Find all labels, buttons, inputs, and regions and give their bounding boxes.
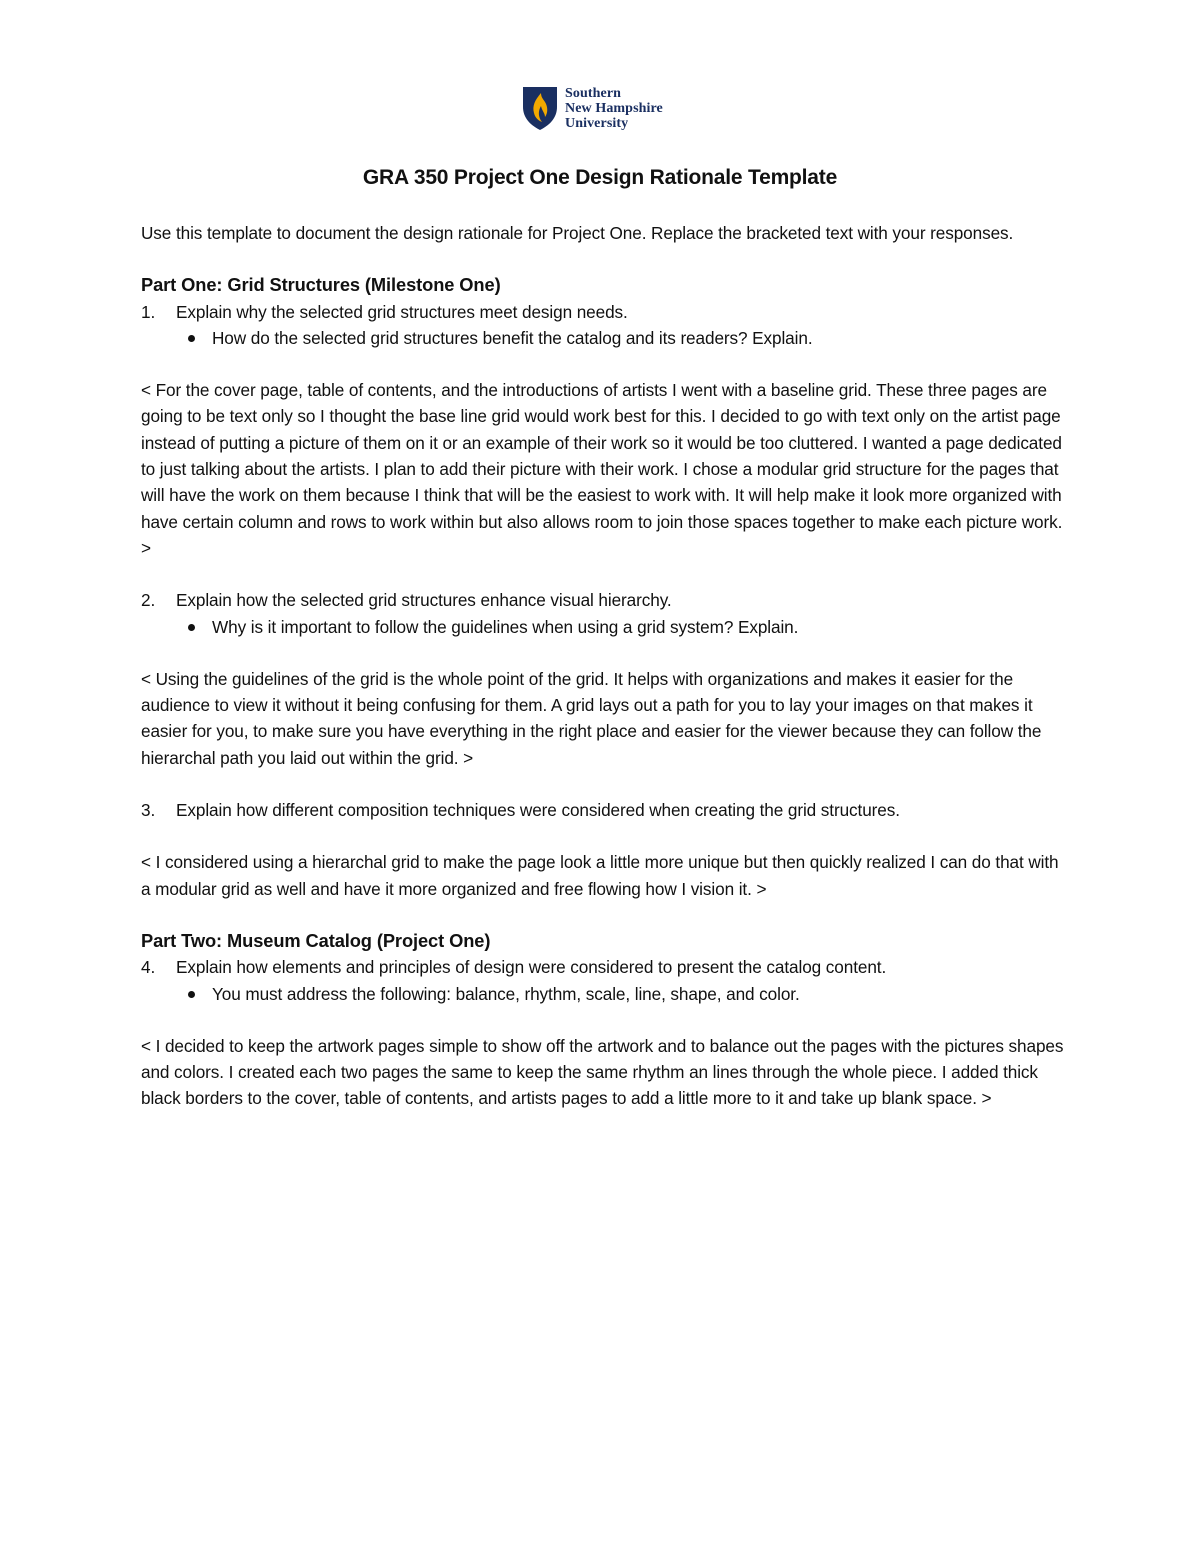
logo-line-2: New Hampshire: [565, 100, 663, 116]
answer-4: < I decided to keep the artwork pages simple to show off the artwork and to balance out the pages with the pictures shapes and colors. I created each two pages the same to keep the same rhythm an lines through the whole piece. I added thick black borders to the cover, table of contents, and artists pages to add a little more to it and take up blank space. >: [141, 1035, 1064, 1109]
question-3-number: 3.: [141, 800, 156, 821]
question-1-number: 1.: [141, 301, 156, 322]
answer-2: < Using the guidelines of the grid is the whole point of the grid. It helps with organizations and makes it easier for the audience to view it without it being confusing for them. A grid lays out a path for you to lay your images on that makes it easier for you, to make sure you have everything in the right place and easier for the viewer because they can follow the hierarchal path you laid out within the grid. >: [141, 668, 1042, 768]
question-2-bullet: [141, 614, 1066, 640]
part-one-heading: Part One: Grid Structures (Milestone One): [141, 274, 501, 296]
intro-paragraph: Use this template to document the design rationale for Project One. Replace the bracketed text with your responses.: [141, 223, 1014, 243]
logo-line-3: University: [565, 115, 629, 131]
question-4-bullet-text: You must address the following: balance, rhythm, scale, line, shape, and color.: [212, 983, 800, 1004]
question-2: [141, 587, 1066, 613]
bullet-icon: [187, 981, 212, 1007]
part-two-heading: Part Two: Museum Catalog (Project One): [141, 929, 491, 951]
question-3: [141, 797, 1066, 823]
question-4-bullet: [141, 981, 1066, 1007]
question-1-bullet-text: How do the selected grid structures benefit the catalog and its readers? Explain.: [212, 327, 813, 348]
document-body: [141, 220, 1066, 1112]
bullet-icon: [187, 614, 212, 640]
shield-flame-icon: [521, 85, 559, 131]
snhu-logo: [521, 84, 691, 132]
question-2-bullet-text: Why is it important to follow the guidelines when using a grid system? Explain.: [212, 616, 799, 637]
question-1-bullet: [141, 325, 1066, 351]
question-4-number: 4.: [141, 957, 156, 978]
bullet-icon: [187, 325, 212, 351]
question-3-text: Explain how different composition techniques were considered when creating the grid structures.: [176, 800, 900, 821]
question-1: [141, 299, 1066, 325]
question-2-text: Explain how the selected grid structures enhance visual hierarchy.: [176, 590, 672, 611]
answer-1: < For the cover page, table of contents, and the introductions of artists I went with a baseline grid. These three pages are going to be text only so I thought the base line grid would work best for this. I decided to go with text only on the artist page instead of putting a picture of them on it or an example of their work so it would be too cluttered. I wanted a page dedicated to just talking about the artists. I plan to add their picture with their work. I chose a modular grid structure for the pages that will have the work on them because I think that will be the easiest to work with. It will help make it look more organized with have certain column and rows to work within but also allows room to join those spaces together to make each picture work. >: [141, 380, 1063, 558]
question-4-text: Explain how elements and principles of design were considered to present the catalog content.: [176, 957, 887, 978]
document-title: GRA 350 Project One Design Rationale Template: [362, 166, 838, 189]
question-4: [141, 954, 1066, 980]
answer-3: < I considered using a hierarchal grid to make the page look a little more unique but then quickly realized I can do that with a modular grid as well and have it more organized and free flowing how I vision it. >: [141, 852, 1059, 899]
question-1-text: Explain why the selected grid structures meet design needs.: [176, 301, 628, 322]
question-2-number: 2.: [141, 590, 156, 611]
logo-line-1: Southern: [565, 85, 622, 101]
logo-wordmark: [565, 86, 663, 131]
